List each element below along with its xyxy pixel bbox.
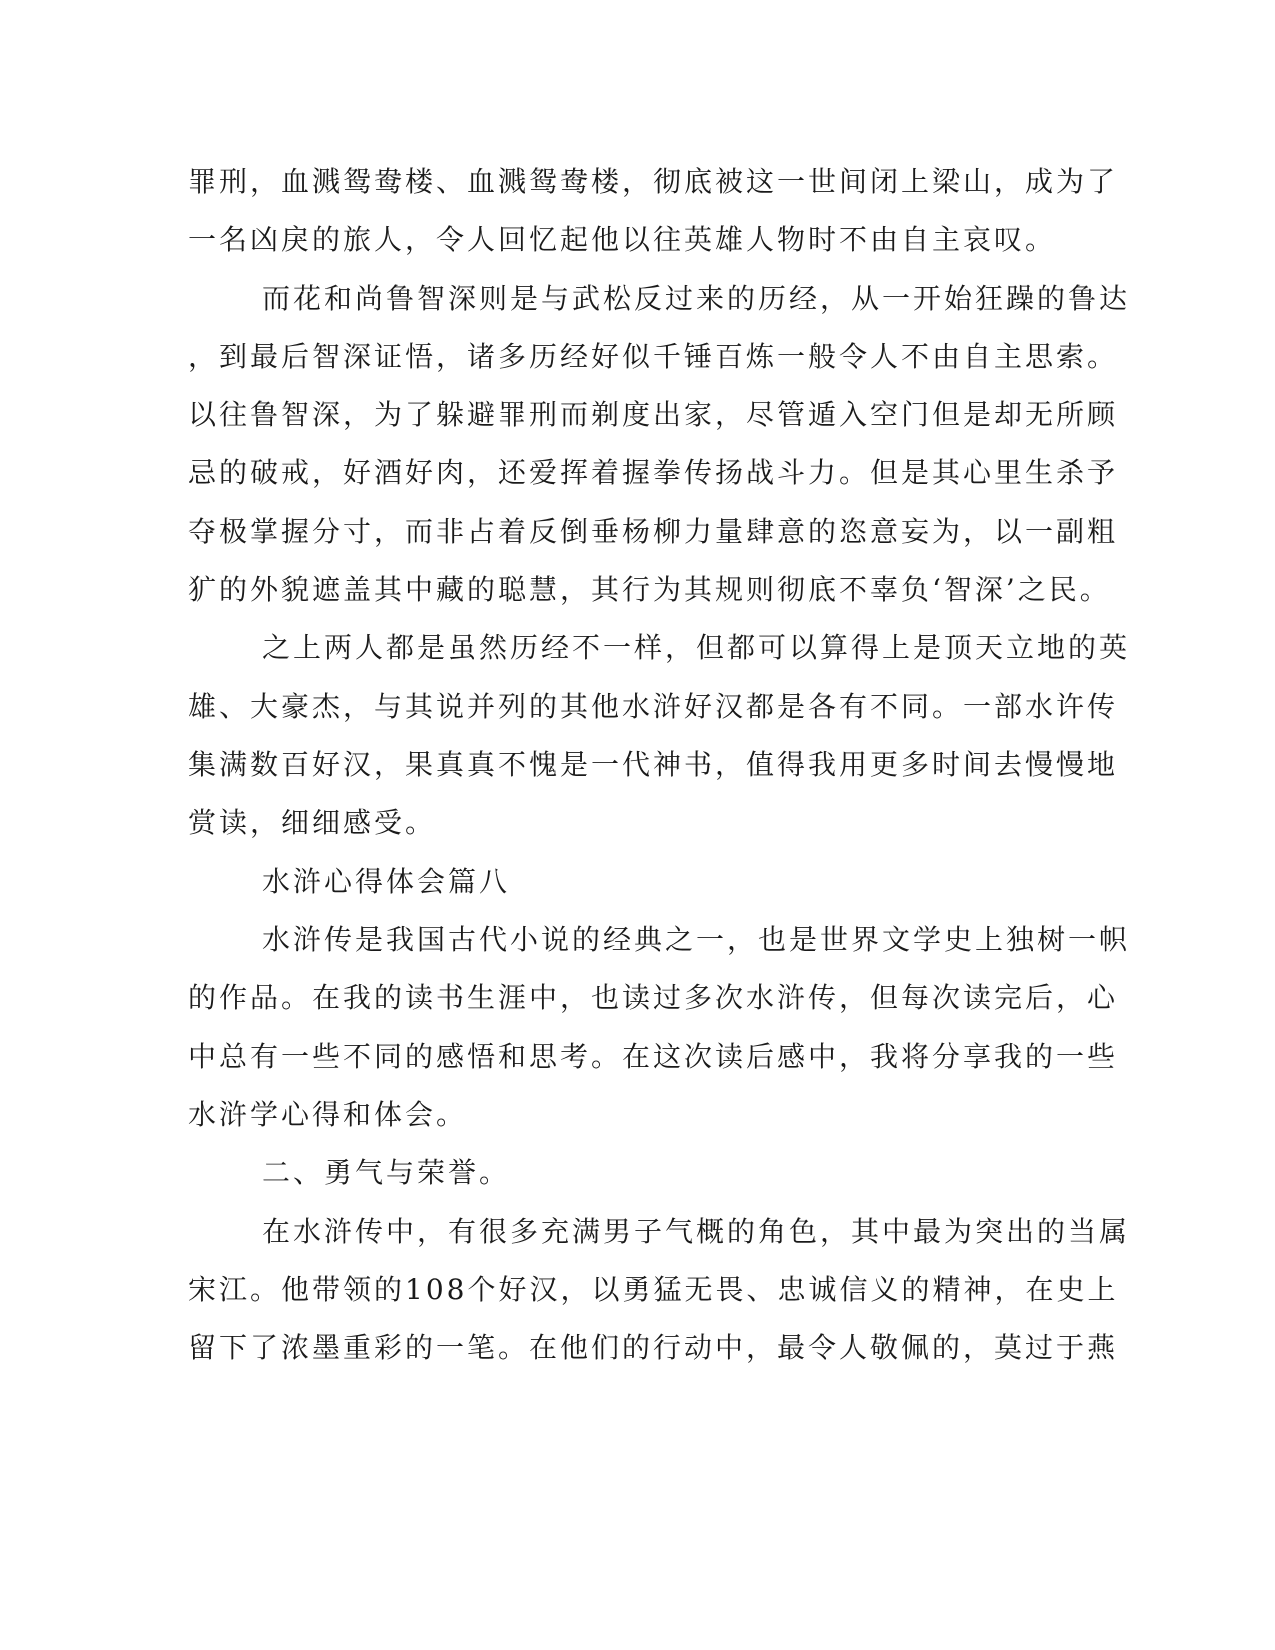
text-line: 罪刑，血溅鸳鸯楼、血溅鸳鸯楼，彻底被这一世间闭上梁山，成为了 — [188, 165, 1119, 198]
text-line: ，到最后智深证悟，诸多历经好似千锤百炼一般令人不由自主思索。 — [188, 340, 1119, 373]
paragraph-start-line: 而花和尚鲁智深则是与武松反过来的历经，从一开始狂躁的鲁达 — [262, 282, 1131, 315]
paragraph-start-line: 在水浒传中，有很多充满男子气概的角色，其中最为突出的当属 — [262, 1215, 1131, 1248]
text-line: 的作品。在我的读书生涯中，也读过多次水浒传，但每次读完后，心 — [188, 981, 1119, 1014]
text-line: 夺极掌握分寸，而非占着反倒垂杨柳力量肆意的恣意妄为，以一副粗 — [188, 515, 1119, 548]
text-line: 犷的外貌遮盖其中藏的聪慧，其行为其规则彻底不辜负‘智深’之民。 — [188, 573, 1111, 606]
paragraph-start-line: 之上两人都是虽然历经不一样，但都可以算得上是顶天立地的英 — [262, 631, 1131, 664]
text-line: 集满数百好汉，果真真不愧是一代神书，值得我用更多时间去慢慢地 — [188, 748, 1119, 781]
subsection-heading: 二、勇气与荣誉。 — [262, 1156, 511, 1189]
text-line: 赏读，细细感受。 — [188, 806, 437, 839]
paragraph-start-line: 水浒传是我国古代小说的经典之一，也是世界文学史上独树一帜 — [262, 923, 1131, 956]
section-heading: 水浒心得体会篇八 — [262, 865, 511, 898]
text-line: 雄、大豪杰，与其说并列的其他水浒好汉都是各有不同。一部水许传 — [188, 690, 1119, 723]
text-line: 忌的破戒，好酒好肉，还爱挥着握拳传扬战斗力。但是其心里生杀予 — [188, 456, 1119, 489]
text-line: 留下了浓墨重彩的一笔。在他们的行动中，最令人敬佩的，莫过于燕 — [188, 1331, 1119, 1364]
text-line: 一名凶戾的旅人，令人回忆起他以往英雄人物时不由自主哀叹。 — [188, 223, 1057, 256]
text-line: 水浒学心得和体会。 — [188, 1098, 468, 1131]
text-line: 以往鲁智深，为了躲避罪刑而剃度出家，尽管遁入空门但是却无所顾 — [188, 398, 1119, 431]
text-line: 宋江。他带领的108个好汉，以勇猛无畏、忠诚信义的精神，在史上 — [188, 1273, 1119, 1306]
text-line: 中总有一些不同的感悟和思考。在这次读后感中，我将分享我的一些 — [188, 1040, 1119, 1073]
